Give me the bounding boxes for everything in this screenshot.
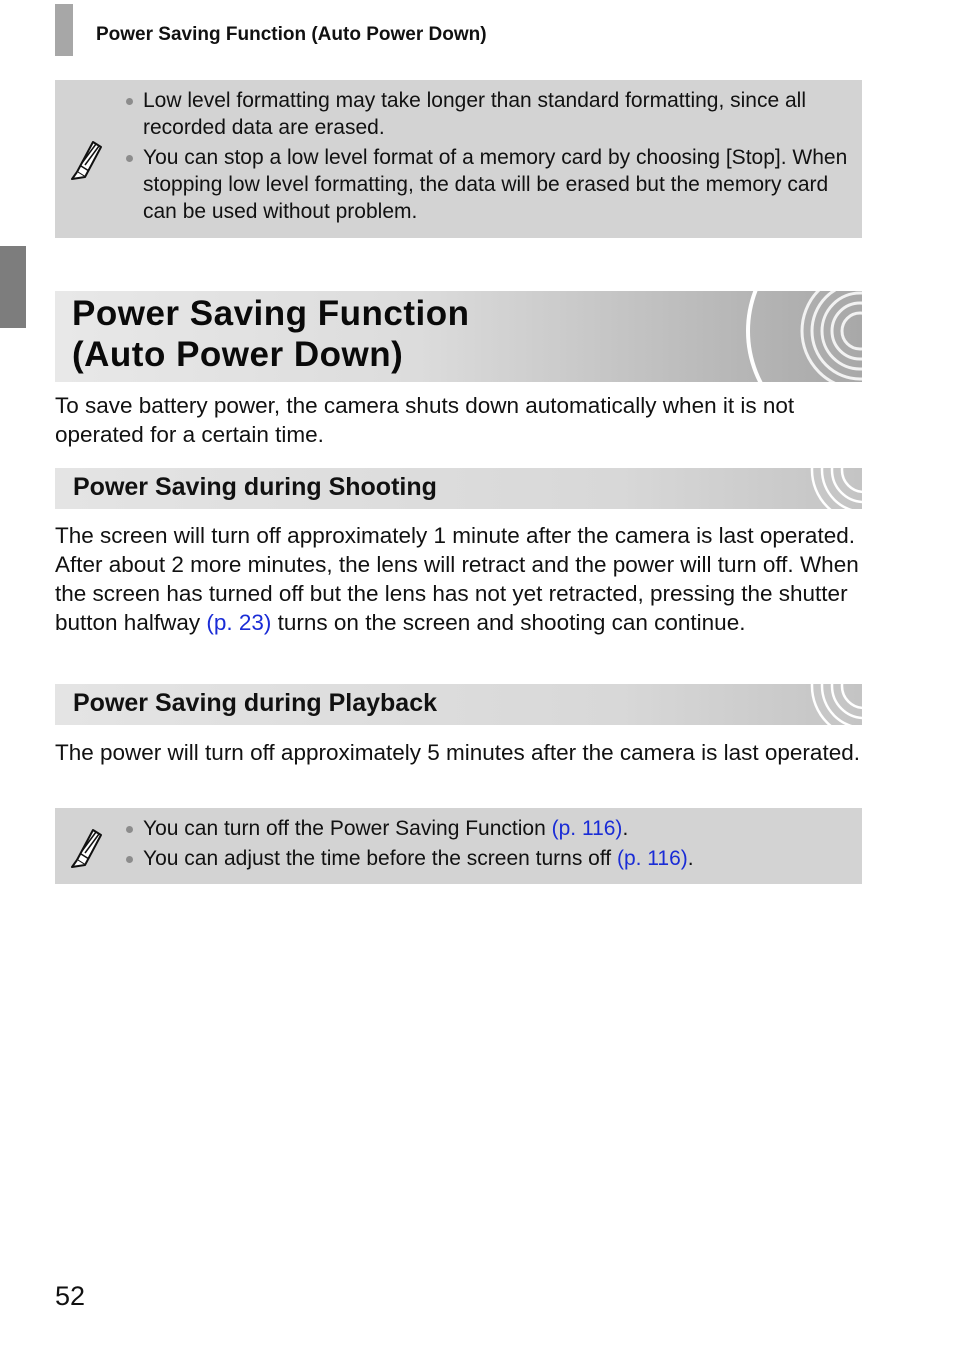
subheading-playback [55, 684, 862, 725]
intro-paragraph: To save battery power, the camera shuts down automatically when it is not operated for a certain time. [55, 393, 795, 447]
note-item [123, 815, 852, 842]
section-title-line1: Power Saving Function [72, 294, 470, 333]
note-box-top [55, 80, 862, 238]
shooting-text-end: turns on the screen and shooting can continue. [271, 610, 746, 635]
note-period: . [622, 817, 629, 840]
concentric-arcs-decoration [802, 468, 862, 509]
page-header-title: Power Saving Function (Auto Power Down) [96, 24, 487, 45]
note-list [123, 815, 852, 872]
header-bar [55, 4, 73, 56]
subheading-shooting [55, 468, 862, 509]
note-item: Low level formatting may take longer than standard formatting, since all recorded data are erased. [123, 87, 852, 141]
section-title-line2: (Auto Power Down) [72, 335, 404, 374]
note-item: You can stop a low level format of a memory card by choosing [Stop]. When stopping low level formatting, the data will be erased but the memory card can be used without problem. [123, 144, 852, 225]
note-box-bottom [55, 808, 862, 884]
section-banner [55, 291, 862, 382]
subheading-title: Power Saving during Playback [73, 689, 438, 717]
page-link[interactable]: (p. 23) [206, 610, 272, 635]
pencil-icon [69, 824, 103, 868]
note-item [123, 845, 852, 872]
chapter-tab [0, 246, 26, 328]
page-number: 52 [55, 1281, 86, 1311]
subheading-title: Power Saving during Shooting [73, 473, 437, 501]
note-text: You can turn off the Power Saving Function [143, 817, 552, 840]
playback-paragraph: The power will turn off approximately 5 minutes after the camera is last operated. [55, 740, 860, 765]
note-text: You can adjust the time before the screen turns off [143, 847, 617, 870]
note-period: . [687, 847, 694, 870]
note-list [123, 87, 852, 225]
shooting-paragraph [55, 521, 865, 637]
page-link[interactable]: (p. 116) [551, 817, 623, 840]
shooting-text: The screen will turn off approximately 1 minute after the camera is last operated. After about 2 more minutes, the lens will retract and the power will turn off. When the screen has turned off but the lens has not yet retracted, pressing the shutter button halfway [55, 523, 859, 635]
section-title [72, 293, 469, 375]
concentric-arcs-decoration [802, 684, 862, 725]
pencil-icon [69, 136, 103, 180]
page-link[interactable]: (p. 116) [616, 847, 688, 870]
concentric-arcs-decoration [732, 291, 862, 382]
